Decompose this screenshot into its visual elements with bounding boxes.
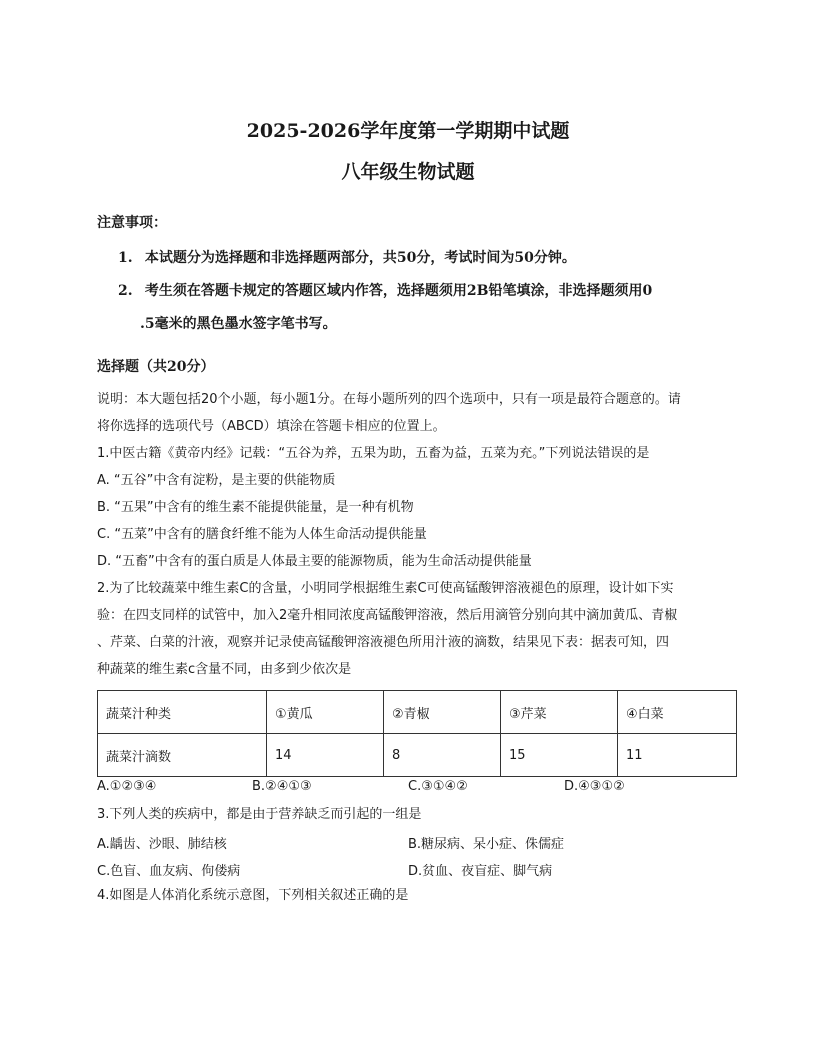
table-header-cell: ③芹菜 bbox=[501, 691, 618, 734]
table-header-cell: ④白菜 bbox=[618, 691, 737, 734]
question-4-stem: 4.如图是人体消化系统示意图，下列相关叙述正确的是 bbox=[97, 888, 409, 903]
table-cell: 8 bbox=[384, 734, 501, 777]
question-2-option-d: D.④③①② bbox=[564, 779, 625, 794]
question-3-stem: 3.下列人类的疾病中，都是由于营养缺乏而引起的一组是 bbox=[97, 807, 422, 822]
question-2-option-b: B.②④①③ bbox=[252, 779, 312, 794]
question-2-stem-line-1: 2.为了比较蔬菜中维生素C的含量，小明同学根据维生素C可使高锰酸钾溶液褪色的原理，设计如下实 bbox=[97, 581, 674, 596]
section-heading: 选择题（共20分） bbox=[97, 359, 215, 375]
question-1-option-a: A. “五谷”中含有淀粉，是主要的供能物质 bbox=[97, 473, 336, 488]
question-2-option-c: C.③①④② bbox=[408, 779, 468, 794]
table-header-cell: ①黄瓜 bbox=[267, 691, 384, 734]
table-header-cell: 蔬菜汁种类 bbox=[98, 691, 267, 734]
section-instruction-line-2: 将你选择的选项代号（ABCD）填涂在答题卡相应的位置上。 bbox=[97, 419, 446, 434]
exam-subtitle: 八年级生物试题 bbox=[341, 161, 475, 183]
question-2-stem-line-4: 种蔬菜的维生素c含量不同，由多到少依次是 bbox=[97, 662, 352, 677]
question-1-option-b: B. “五果”中含有的维生素不能提供能量，是一种有机物 bbox=[97, 500, 414, 515]
notice-heading: 注意事项： bbox=[97, 215, 167, 231]
section-instruction-line-1: 说明：本大题包括20个小题，每小题1分。在每小题所列的四个选项中，只有一项是最符合题意的。请 bbox=[97, 392, 681, 407]
question-2-option-a: A.①②③④ bbox=[97, 779, 157, 794]
notice-item-2 bbox=[118, 280, 652, 300]
vegetable-juice-table bbox=[97, 690, 737, 777]
notice-item-text: 考生须在答题卡规定的答题区域内作答，选择题须用2B铅笔填涂，非选择题须用0 bbox=[144, 283, 653, 299]
question-1-stem: 1.中医古籍《黄帝内经》记载：“五谷为养，五果为助，五畜为益，五菜为充。”下列说法错误的是 bbox=[97, 446, 650, 461]
question-3-option-b: B.糖尿病、呆小症、侏儒症 bbox=[408, 837, 565, 852]
table-cell: 15 bbox=[501, 734, 618, 777]
question-2-stem-line-2: 验：在四支同样的试管中，加入2毫升相同浓度高锰酸钾溶液，然后用滴管分别向其中滴加黄瓜、青椒 bbox=[97, 608, 678, 623]
exam-title: 2025-2026学年度第一学期期中试题 bbox=[246, 120, 570, 142]
question-3-option-a: A.龋齿、沙眼、肺结核 bbox=[97, 837, 227, 852]
question-1-option-d: D. “五畜”中含有的蛋白质是人体最主要的能源物质，能为生命活动提供能量 bbox=[97, 554, 532, 569]
table-cell: 11 bbox=[618, 734, 737, 777]
question-2-stem-line-3: 、芹菜、白菜的汁液，观察并记录使高锰酸钾溶液褪色所用汁液的滴数，结果见下表：据表可知，四 bbox=[97, 635, 670, 650]
table-cell: 14 bbox=[267, 734, 384, 777]
notice-item-number: 1. bbox=[118, 250, 133, 266]
table-row bbox=[98, 691, 737, 734]
notice-item-1 bbox=[118, 247, 576, 267]
notice-item-2-continuation: .5毫米的黑色墨水签字笔书写。 bbox=[140, 316, 337, 332]
table-row bbox=[98, 734, 737, 777]
question-3-option-c: C.色盲、血友病、佝偻病 bbox=[97, 864, 241, 879]
notice-item-text: 本试题分为选择题和非选择题两部分，共50分，考试时间为50分钟。 bbox=[144, 250, 576, 266]
notice-item-number: 2. bbox=[118, 283, 133, 299]
question-3-option-d: D.贫血、夜盲症、脚气病 bbox=[408, 864, 553, 879]
question-1-option-c: C. “五菜”中含有的膳食纤维不能为人体生命活动提供能量 bbox=[97, 527, 427, 542]
table-header-cell: ②青椒 bbox=[384, 691, 501, 734]
table-cell: 蔬菜汁滴数 bbox=[98, 734, 267, 777]
